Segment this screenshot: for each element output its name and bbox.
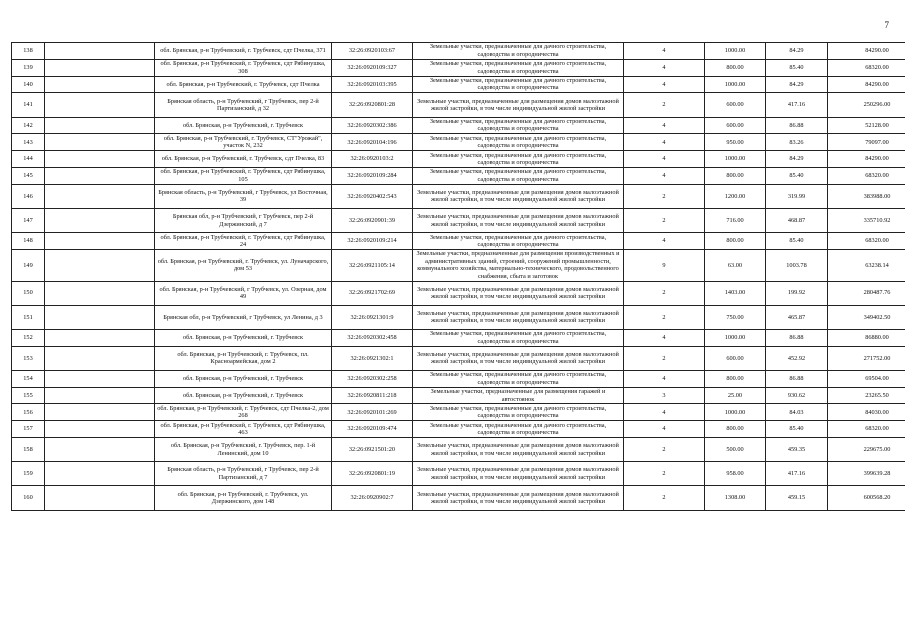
permitted-use-cell: Земельные участки, предназначенные для размещения производственных и административных зданий, строений, сооружений промышленности, коммунального хозяйства, материально-технического, продовольственного снабжения, сбыта и заготовок <box>413 249 624 281</box>
specific-value-cell: 459.35 <box>766 438 828 462</box>
permitted-use-cell: Земельные участки, предназначенные для дачного строительства, садоводства и огородничества <box>413 167 624 184</box>
permitted-use-cell: Земельные участки, предназначенные для дачного строительства, садоводства и огородничества <box>413 421 624 438</box>
row-number-cell: 160 <box>12 486 45 510</box>
table-row <box>12 387 905 404</box>
blank-cell <box>45 167 155 184</box>
blank-cell <box>45 329 155 346</box>
blank-cell <box>45 249 155 281</box>
row-number-cell: 140 <box>12 76 45 93</box>
cadastral-number-cell: 32:26:0920109:474 <box>332 421 413 438</box>
row-number-cell: 150 <box>12 281 45 305</box>
blank-cell <box>45 151 155 168</box>
specific-value-cell: 930.62 <box>766 387 828 404</box>
row-number-cell: 146 <box>12 184 45 208</box>
permitted-use-cell: Земельные участки, предназначенные для размещения гаражей и автостоянок <box>413 387 624 404</box>
use-group-cell: 2 <box>624 486 705 510</box>
cadastral-number-cell: 32:26:0921702:69 <box>332 281 413 305</box>
specific-value-cell: 86.88 <box>766 370 828 387</box>
permitted-use-cell: Земельные участки, предназначенные для размещения домов малоэтажной жилой застройки, в том числе индивидуальной жилой застройки <box>413 462 624 486</box>
area-cell: 750.00 <box>705 305 766 329</box>
cadastral-number-cell: 32:26:0921501:20 <box>332 438 413 462</box>
cadastral-value-cell: 79097.00 <box>828 134 905 151</box>
table-row <box>12 421 905 438</box>
blank-cell <box>45 438 155 462</box>
cadastral-value-cell: 63238.14 <box>828 249 905 281</box>
cadastral-number-cell: 32:26:0920104:196 <box>332 134 413 151</box>
permitted-use-cell: Земельные участки, предназначенные для дачного строительства, садоводства и огородничества <box>413 404 624 421</box>
address-cell: обл. Брянская, р-н Трубчевский, г. Трубчевск, сдт Пчелка, 371 <box>155 43 332 60</box>
cadastral-number-cell: 32:26:0920302:386 <box>332 117 413 134</box>
cadastral-number-cell: 32:26:0920811:218 <box>332 387 413 404</box>
address-cell: обл. Брянская, р-н Трубчевский, г. Трубчевск, сдт Пчелка-2, дом 268 <box>155 404 332 421</box>
cadastral-value-cell: 280487.76 <box>828 281 905 305</box>
cadastral-value-cell: 250296.00 <box>828 93 905 117</box>
cadastral-number-cell: 32:26:0920402:543 <box>332 184 413 208</box>
use-group-cell: 4 <box>624 151 705 168</box>
area-cell: 63.00 <box>705 249 766 281</box>
cadastral-number-cell: 32:26:0920901:39 <box>332 208 413 232</box>
blank-cell <box>45 462 155 486</box>
address-cell: обл. Брянская, р-н Трубчевский, г. Трубчевск, сдт Рябинушка, 24 <box>155 233 332 250</box>
permitted-use-cell: Земельные участки, предназначенные для дачного строительства, садоводства и огородничества <box>413 329 624 346</box>
area-cell: 716.00 <box>705 208 766 232</box>
cadastral-value-cell: 68320.00 <box>828 59 905 76</box>
address-cell: обл. Брянская, р-н Трубчевский, г. Трубчевск, сдт Пчелка, 83 <box>155 151 332 168</box>
table-row <box>12 134 905 151</box>
address-cell: обл. Брянская, р-н Трубчевский, г. Трубчевск, ул. Дзержинского, дом 148 <box>155 486 332 510</box>
row-number-cell: 158 <box>12 438 45 462</box>
cadastral-value-cell: 23265.50 <box>828 387 905 404</box>
area-cell: 1000.00 <box>705 404 766 421</box>
table-row <box>12 329 905 346</box>
address-cell: обл. Брянская, р-н Трубчевский, г. Трубчевск, пл. Красноармейская, дом 2 <box>155 346 332 370</box>
cadastral-value-cell: 600568.20 <box>828 486 905 510</box>
permitted-use-cell: Земельные участки, предназначенные для дачного строительства, садоводства и огородничества <box>413 76 624 93</box>
use-group-cell: 4 <box>624 59 705 76</box>
use-group-cell: 4 <box>624 76 705 93</box>
permitted-use-cell: Земельные участки, предназначенные для дачного строительства, садоводства и огородничества <box>413 117 624 134</box>
row-number-cell: 144 <box>12 151 45 168</box>
area-cell: 1200.00 <box>705 184 766 208</box>
permitted-use-cell: Земельные участки, предназначенные для дачного строительства, садоводства и огородничества <box>413 59 624 76</box>
address-cell: Брянская обл, р-н Трубчевский, г Трубчевск, пер 2-й Дзержинский, д 7 <box>155 208 332 232</box>
table-row <box>12 233 905 250</box>
blank-cell <box>45 486 155 510</box>
cadastral-number-cell: 32:26:0920109:327 <box>332 59 413 76</box>
blank-cell <box>45 134 155 151</box>
blank-cell <box>45 233 155 250</box>
area-cell: 1403.00 <box>705 281 766 305</box>
cadastral-value-cell: 399639.28 <box>828 462 905 486</box>
cadastral-value-cell: 84290.00 <box>828 43 905 60</box>
use-group-cell: 2 <box>624 281 705 305</box>
row-number-cell: 159 <box>12 462 45 486</box>
use-group-cell: 4 <box>624 370 705 387</box>
table-row <box>12 438 905 462</box>
use-group-cell: 2 <box>624 462 705 486</box>
address-cell: обл. Брянская, р-н Трубчевский, г. Трубчевск, пер. 1-й Ленинский, дом 10 <box>155 438 332 462</box>
specific-value-cell: 85.40 <box>766 233 828 250</box>
table-row <box>12 404 905 421</box>
specific-value-cell: 465.87 <box>766 305 828 329</box>
table-row <box>12 486 905 510</box>
use-group-cell: 4 <box>624 117 705 134</box>
permitted-use-cell: Земельные участки, предназначенные для размещения домов малоэтажной жилой застройки, в том числе индивидуальной жилой застройки <box>413 346 624 370</box>
permitted-use-cell: Земельные участки, предназначенные для размещения домов малоэтажной жилой застройки, в том числе индивидуальной жилой застройки <box>413 184 624 208</box>
address-cell: обл. Брянская, р-н Трубчевский, г. Трубчевск, сдт Рябинушка, 463 <box>155 421 332 438</box>
blank-cell <box>45 184 155 208</box>
cadastral-value-cell: 68320.00 <box>828 421 905 438</box>
area-cell: 25.00 <box>705 387 766 404</box>
blank-cell <box>45 370 155 387</box>
row-number-cell: 157 <box>12 421 45 438</box>
use-group-cell: 4 <box>624 134 705 151</box>
cadastral-number-cell: 32:26:0920103:2 <box>332 151 413 168</box>
row-number-cell: 148 <box>12 233 45 250</box>
specific-value-cell: 417.16 <box>766 462 828 486</box>
permitted-use-cell: Земельные участки, предназначенные для размещения домов малоэтажной жилой застройки, в том числе индивидуальной жилой застройки <box>413 208 624 232</box>
table-row <box>12 370 905 387</box>
blank-cell <box>45 93 155 117</box>
area-cell: 800.00 <box>705 370 766 387</box>
specific-value-cell: 84.29 <box>766 76 828 93</box>
row-number-cell: 145 <box>12 167 45 184</box>
blank-cell <box>45 281 155 305</box>
cadastral-value-cell: 68320.00 <box>828 233 905 250</box>
address-cell: обл. Брянская, р-н Трубчевский, г. Трубчевск, сдт Рябинушка, 105 <box>155 167 332 184</box>
table-row <box>12 167 905 184</box>
blank-cell <box>45 404 155 421</box>
registry-body <box>12 43 905 511</box>
address-cell: Брянская обл, р-н Трубчевский, г Трубчевск, ул Ленина, д 3 <box>155 305 332 329</box>
address-cell: Брянская область, р-н Трубчевский, г Трубчевск, пер 2-й Партизанский, д 7 <box>155 462 332 486</box>
blank-cell <box>45 59 155 76</box>
specific-value-cell: 85.40 <box>766 167 828 184</box>
area-cell: 1000.00 <box>705 329 766 346</box>
cadastral-number-cell: 32:26:0920103:67 <box>332 43 413 60</box>
specific-value-cell: 85.40 <box>766 421 828 438</box>
permitted-use-cell: Земельные участки, предназначенные для размещения домов малоэтажной жилой застройки, в том числе индивидуальной жилой застройки <box>413 281 624 305</box>
address-cell: Брянская область, р-н Трубчевский, г Трубчевск, ул Восточная, 39 <box>155 184 332 208</box>
cadastral-number-cell: 32:26:0920109:214 <box>332 233 413 250</box>
cadastral-number-cell: 32:26:0920302:458 <box>332 329 413 346</box>
row-number-cell: 154 <box>12 370 45 387</box>
address-cell: обл. Брянская, р-н Трубчевский, г. Трубчевск <box>155 370 332 387</box>
row-number-cell: 139 <box>12 59 45 76</box>
specific-value-cell: 85.40 <box>766 59 828 76</box>
cadastral-value-cell: 69504.00 <box>828 370 905 387</box>
table-row <box>12 462 905 486</box>
area-cell: 800.00 <box>705 59 766 76</box>
use-group-cell: 4 <box>624 329 705 346</box>
cadastral-value-cell: 349402.50 <box>828 305 905 329</box>
permitted-use-cell: Земельные участки, предназначенные для дачного строительства, садоводства и огородничества <box>413 43 624 60</box>
permitted-use-cell: Земельные участки, предназначенные для размещения домов малоэтажной жилой застройки, в том числе индивидуальной жилой застройки <box>413 486 624 510</box>
cadastral-number-cell: 32:26:0921105:14 <box>332 249 413 281</box>
area-cell: 800.00 <box>705 167 766 184</box>
row-number-cell: 141 <box>12 93 45 117</box>
permitted-use-cell: Земельные участки, предназначенные для размещения домов малоэтажной жилой застройки, в том числе индивидуальной жилой застройки <box>413 305 624 329</box>
row-number-cell: 142 <box>12 117 45 134</box>
cadastral-value-cell: 84290.00 <box>828 151 905 168</box>
permitted-use-cell: Земельные участки, предназначенные для дачного строительства, садоводства и огородничества <box>413 151 624 168</box>
table-row <box>12 184 905 208</box>
blank-cell <box>45 117 155 134</box>
area-cell: 800.00 <box>705 233 766 250</box>
cadastral-number-cell: 32:26:0920302:258 <box>332 370 413 387</box>
table-row <box>12 43 905 60</box>
use-group-cell: 2 <box>624 346 705 370</box>
address-cell: обл. Брянская, р-н Трубчевский, г. Трубчевск <box>155 117 332 134</box>
row-number-cell: 147 <box>12 208 45 232</box>
address-cell: обл. Брянская, р-н Трубчевский, г. Трубчевск, сдт Рябинушка, 308 <box>155 59 332 76</box>
specific-value-cell: 84.03 <box>766 404 828 421</box>
cadastral-value-cell: 271752.00 <box>828 346 905 370</box>
use-group-cell: 3 <box>624 387 705 404</box>
row-number-cell: 155 <box>12 387 45 404</box>
permitted-use-cell: Земельные участки, предназначенные для размещения домов малоэтажной жилой застройки, в том числе индивидуальной жилой застройки <box>413 93 624 117</box>
area-cell: 958.00 <box>705 462 766 486</box>
address-cell: обл. Брянская, р-н Трубчевский, г Трубчевск, ул. Озерная, дом 49 <box>155 281 332 305</box>
specific-value-cell: 84.29 <box>766 151 828 168</box>
specific-value-cell: 1003.78 <box>766 249 828 281</box>
specific-value-cell: 86.88 <box>766 117 828 134</box>
blank-cell <box>45 208 155 232</box>
use-group-cell: 9 <box>624 249 705 281</box>
cadastral-number-cell: 32:26:0920101:269 <box>332 404 413 421</box>
table-row <box>12 346 905 370</box>
cadastral-number-cell: 32:26:0921302:1 <box>332 346 413 370</box>
table-row <box>12 93 905 117</box>
row-number-cell: 156 <box>12 404 45 421</box>
blank-cell <box>45 76 155 93</box>
permitted-use-cell: Земельные участки, предназначенные для размещения домов малоэтажной жилой застройки, в том числе индивидуальной жилой застройки <box>413 438 624 462</box>
area-cell: 600.00 <box>705 93 766 117</box>
row-number-cell: 149 <box>12 249 45 281</box>
address-cell: обл. Брянская, р-н Трубчевский, г. Трубчевск, ул. Луначарского, дом 53 <box>155 249 332 281</box>
area-cell: 600.00 <box>705 117 766 134</box>
area-cell: 1000.00 <box>705 76 766 93</box>
land-registry-table <box>11 42 905 511</box>
cadastral-value-cell: 335710.92 <box>828 208 905 232</box>
use-group-cell: 2 <box>624 438 705 462</box>
cadastral-number-cell: 32:26:0920801:28 <box>332 93 413 117</box>
cadastral-value-cell: 86880.00 <box>828 329 905 346</box>
specific-value-cell: 84.29 <box>766 43 828 60</box>
cadastral-number-cell: 32:26:0920801:19 <box>332 462 413 486</box>
cadastral-value-cell: 229675.00 <box>828 438 905 462</box>
area-cell: 950.00 <box>705 134 766 151</box>
cadastral-number-cell: 32:26:0920109:284 <box>332 167 413 184</box>
area-cell: 1308.00 <box>705 486 766 510</box>
use-group-cell: 4 <box>624 421 705 438</box>
row-number-cell: 138 <box>12 43 45 60</box>
row-number-cell: 152 <box>12 329 45 346</box>
address-cell: обл. Брянская, р-н Трубчевский, г. Трубчевск, сдт Пчелка <box>155 76 332 93</box>
address-cell: обл. Брянская, р-н Трубчевский, г. Трубчевск <box>155 329 332 346</box>
permitted-use-cell: Земельные участки, предназначенные для дачного строительства, садоводства и огородничества <box>413 370 624 387</box>
blank-cell <box>45 43 155 60</box>
cadastral-number-cell: 32:26:0920902:7 <box>332 486 413 510</box>
cadastral-value-cell: 68320.00 <box>828 167 905 184</box>
specific-value-cell: 83.26 <box>766 134 828 151</box>
row-number-cell: 143 <box>12 134 45 151</box>
permitted-use-cell: Земельные участки, предназначенные для дачного строительства, садоводства и огородничества <box>413 134 624 151</box>
table-row <box>12 117 905 134</box>
specific-value-cell: 459.15 <box>766 486 828 510</box>
row-number-cell: 151 <box>12 305 45 329</box>
use-group-cell: 2 <box>624 93 705 117</box>
specific-value-cell: 452.92 <box>766 346 828 370</box>
table-row <box>12 208 905 232</box>
address-cell: обл. Брянская, р-н Трубчевский, г. Трубчевск, СТ"Урожай", участок N, 232 <box>155 134 332 151</box>
use-group-cell: 2 <box>624 208 705 232</box>
permitted-use-cell: Земельные участки, предназначенные для дачного строительства, садоводства и огородничества <box>413 233 624 250</box>
table-row <box>12 305 905 329</box>
use-group-cell: 2 <box>624 305 705 329</box>
area-cell: 1000.00 <box>705 43 766 60</box>
area-cell: 1000.00 <box>705 151 766 168</box>
cadastral-value-cell: 52128.00 <box>828 117 905 134</box>
blank-cell <box>45 387 155 404</box>
blank-cell <box>45 346 155 370</box>
specific-value-cell: 86.88 <box>766 329 828 346</box>
cadastral-number-cell: 32:26:0921301:9 <box>332 305 413 329</box>
cadastral-value-cell: 383988.00 <box>828 184 905 208</box>
specific-value-cell: 468.87 <box>766 208 828 232</box>
address-cell: обл. Брянская, р-н Трубчевский, г. Трубчевск <box>155 387 332 404</box>
cadastral-value-cell: 84030.00 <box>828 404 905 421</box>
area-cell: 600.00 <box>705 346 766 370</box>
use-group-cell: 2 <box>624 184 705 208</box>
table-row <box>12 151 905 168</box>
use-group-cell: 4 <box>624 43 705 60</box>
page-number: 7 <box>884 20 889 30</box>
specific-value-cell: 417.16 <box>766 93 828 117</box>
use-group-cell: 4 <box>624 167 705 184</box>
specific-value-cell: 319.99 <box>766 184 828 208</box>
table-row <box>12 281 905 305</box>
table-row <box>12 249 905 281</box>
table-row <box>12 76 905 93</box>
table-row <box>12 59 905 76</box>
cadastral-number-cell: 32:26:0920103:395 <box>332 76 413 93</box>
specific-value-cell: 199.92 <box>766 281 828 305</box>
area-cell: 500.00 <box>705 438 766 462</box>
row-number-cell: 153 <box>12 346 45 370</box>
blank-cell <box>45 305 155 329</box>
use-group-cell: 4 <box>624 233 705 250</box>
cadastral-value-cell: 84290.00 <box>828 76 905 93</box>
area-cell: 800.00 <box>705 421 766 438</box>
use-group-cell: 4 <box>624 404 705 421</box>
blank-cell <box>45 421 155 438</box>
address-cell: Брянская область, р-н Трубчевский, г Трубчевск, пер 2-й Партизанский, д 32 <box>155 93 332 117</box>
